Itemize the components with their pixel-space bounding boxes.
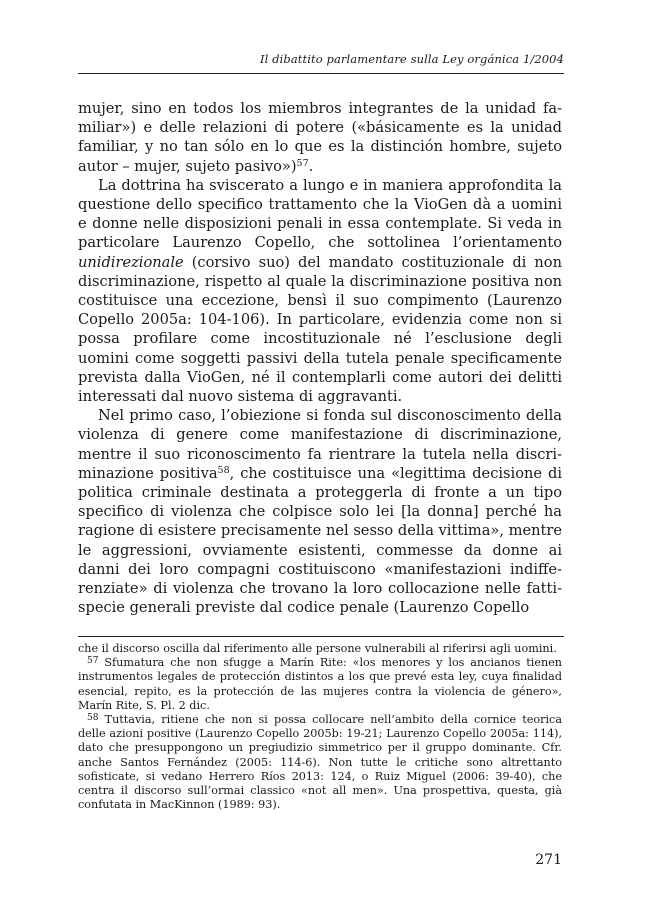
- footnote-rule: [78, 636, 564, 637]
- footnote-57-number: 57: [87, 656, 99, 667]
- paragraph-2: [78, 176, 562, 406]
- paragraph-1-end: .: [308, 157, 314, 175]
- header-rule: [78, 73, 564, 74]
- paragraph-2-text-a: La dottrina ha sviscerato a lungo e in maniera approfondita la questione dello specifico trattamento che la VioGen dà a uomini e donne nelle disposizioni penali in essa contemplate. Si veda in particolare Laurenzo Copello, che sottolinea l’orientamento: [78, 176, 562, 252]
- footnote-58-text: Tuttavia, ritiene che non si possa collocare nell’ambito della cornice teorica delle azioni positive (Laurenzo Copello 2005b: 19-21; Laurenzo Copello 2005a: 114), dato che presuppongono un pregiudizio simmetrico per il gruppo dominante. Cfr. anche Santos Fernández (2005: 114-6). Non tutte le critiche sono altrettanto sofisticate, si vedano Herrero Ríos 2013: 124, o Ruiz Miguel (2006: 39-40), che centra il discorso sull’ormai classico «not all men». Una prospettiva, questa, già confutata in MacKinnon (1989: 93).: [78, 713, 562, 812]
- paragraph-2-text-b: (corsivo suo) del mandato costituzionale di non discriminazione, rispetto al quale la discriminazione positiva non costituisce una eccezione, bensì il suo compimento (Laurenzo Copello 2005a: 104-106). In particolare, evidenzia come non si possa profilare come incostituzionale né l’esclusione degli uomini come soggetti passivi della tutela penale specificamente prevista dalla VioGen, né il contemplarli come autori dei delitti interessati dal nuovo sistema di aggravanti.: [78, 253, 562, 406]
- running-header: Il dibattito parlamentare sulla Ley orgánica 1/2004: [259, 52, 564, 66]
- paragraph-3: [78, 406, 562, 617]
- footnote-57: [78, 656, 562, 713]
- footnote-58-number: 58: [87, 713, 99, 724]
- paragraph-3-text-a: Nel primo caso, l’obiezione si fonda sul disconoscimento della violenza di genere come manifestazione di discriminazione, mentre il suo riconoscimento fa rientrare la tutela nella discriminazione positiva: [78, 407, 562, 482]
- paragraph-3-text-b: , che costituisce una «legittima decisione di politica criminale destinata a proteggerla di fronte a un tipo specifico di violenza che colpisce solo lei [la donna] perché ha ragione di esistere precisamente nel sesso della vittima», mentre le aggressioni, ovviamente esistenti, commesse da donne ai danni dei loro compagni costituiscono «manifestazioni indifferenziate» di violenza che trovano la loro collocazione nelle fattispecie generali previste dal codice penale (Laurenzo Copello: [78, 464, 562, 617]
- footnote-ref-57: 57: [296, 157, 309, 169]
- footnote-57-text: Sfumatura che non sfugge a Marín Rite: «los menores y los ancianos tienen instrumentos legales de protección distintos a los que prevé esta ley, cuya finalidad esencial, repito, es la protección de las mujeres contra la violencia de género», Marín Rite, S. Pl. 2 dic.: [78, 656, 562, 712]
- paragraph-1-text: mujer, sino en todos los miembros integrantes de la unidad familiar») e delle relazioni di potere («básicamente es la unidad familiar, y no tan sólo en lo que es la distinción hombre, sujeto autor – mujer, sujeto pasivo»): [78, 100, 562, 175]
- italic-term: unidirezionale: [78, 253, 184, 271]
- footnote-continued: che il discorso oscilla dal riferimento alle persone vulnerabili al riferirsi agli uomini.: [78, 642, 557, 655]
- main-text: [78, 99, 562, 617]
- footnotes: [78, 642, 562, 812]
- footnote-58: [78, 713, 562, 812]
- page-number: 271: [535, 852, 562, 868]
- paragraph-1: [78, 99, 562, 176]
- footnote-ref-58: 58: [217, 464, 230, 476]
